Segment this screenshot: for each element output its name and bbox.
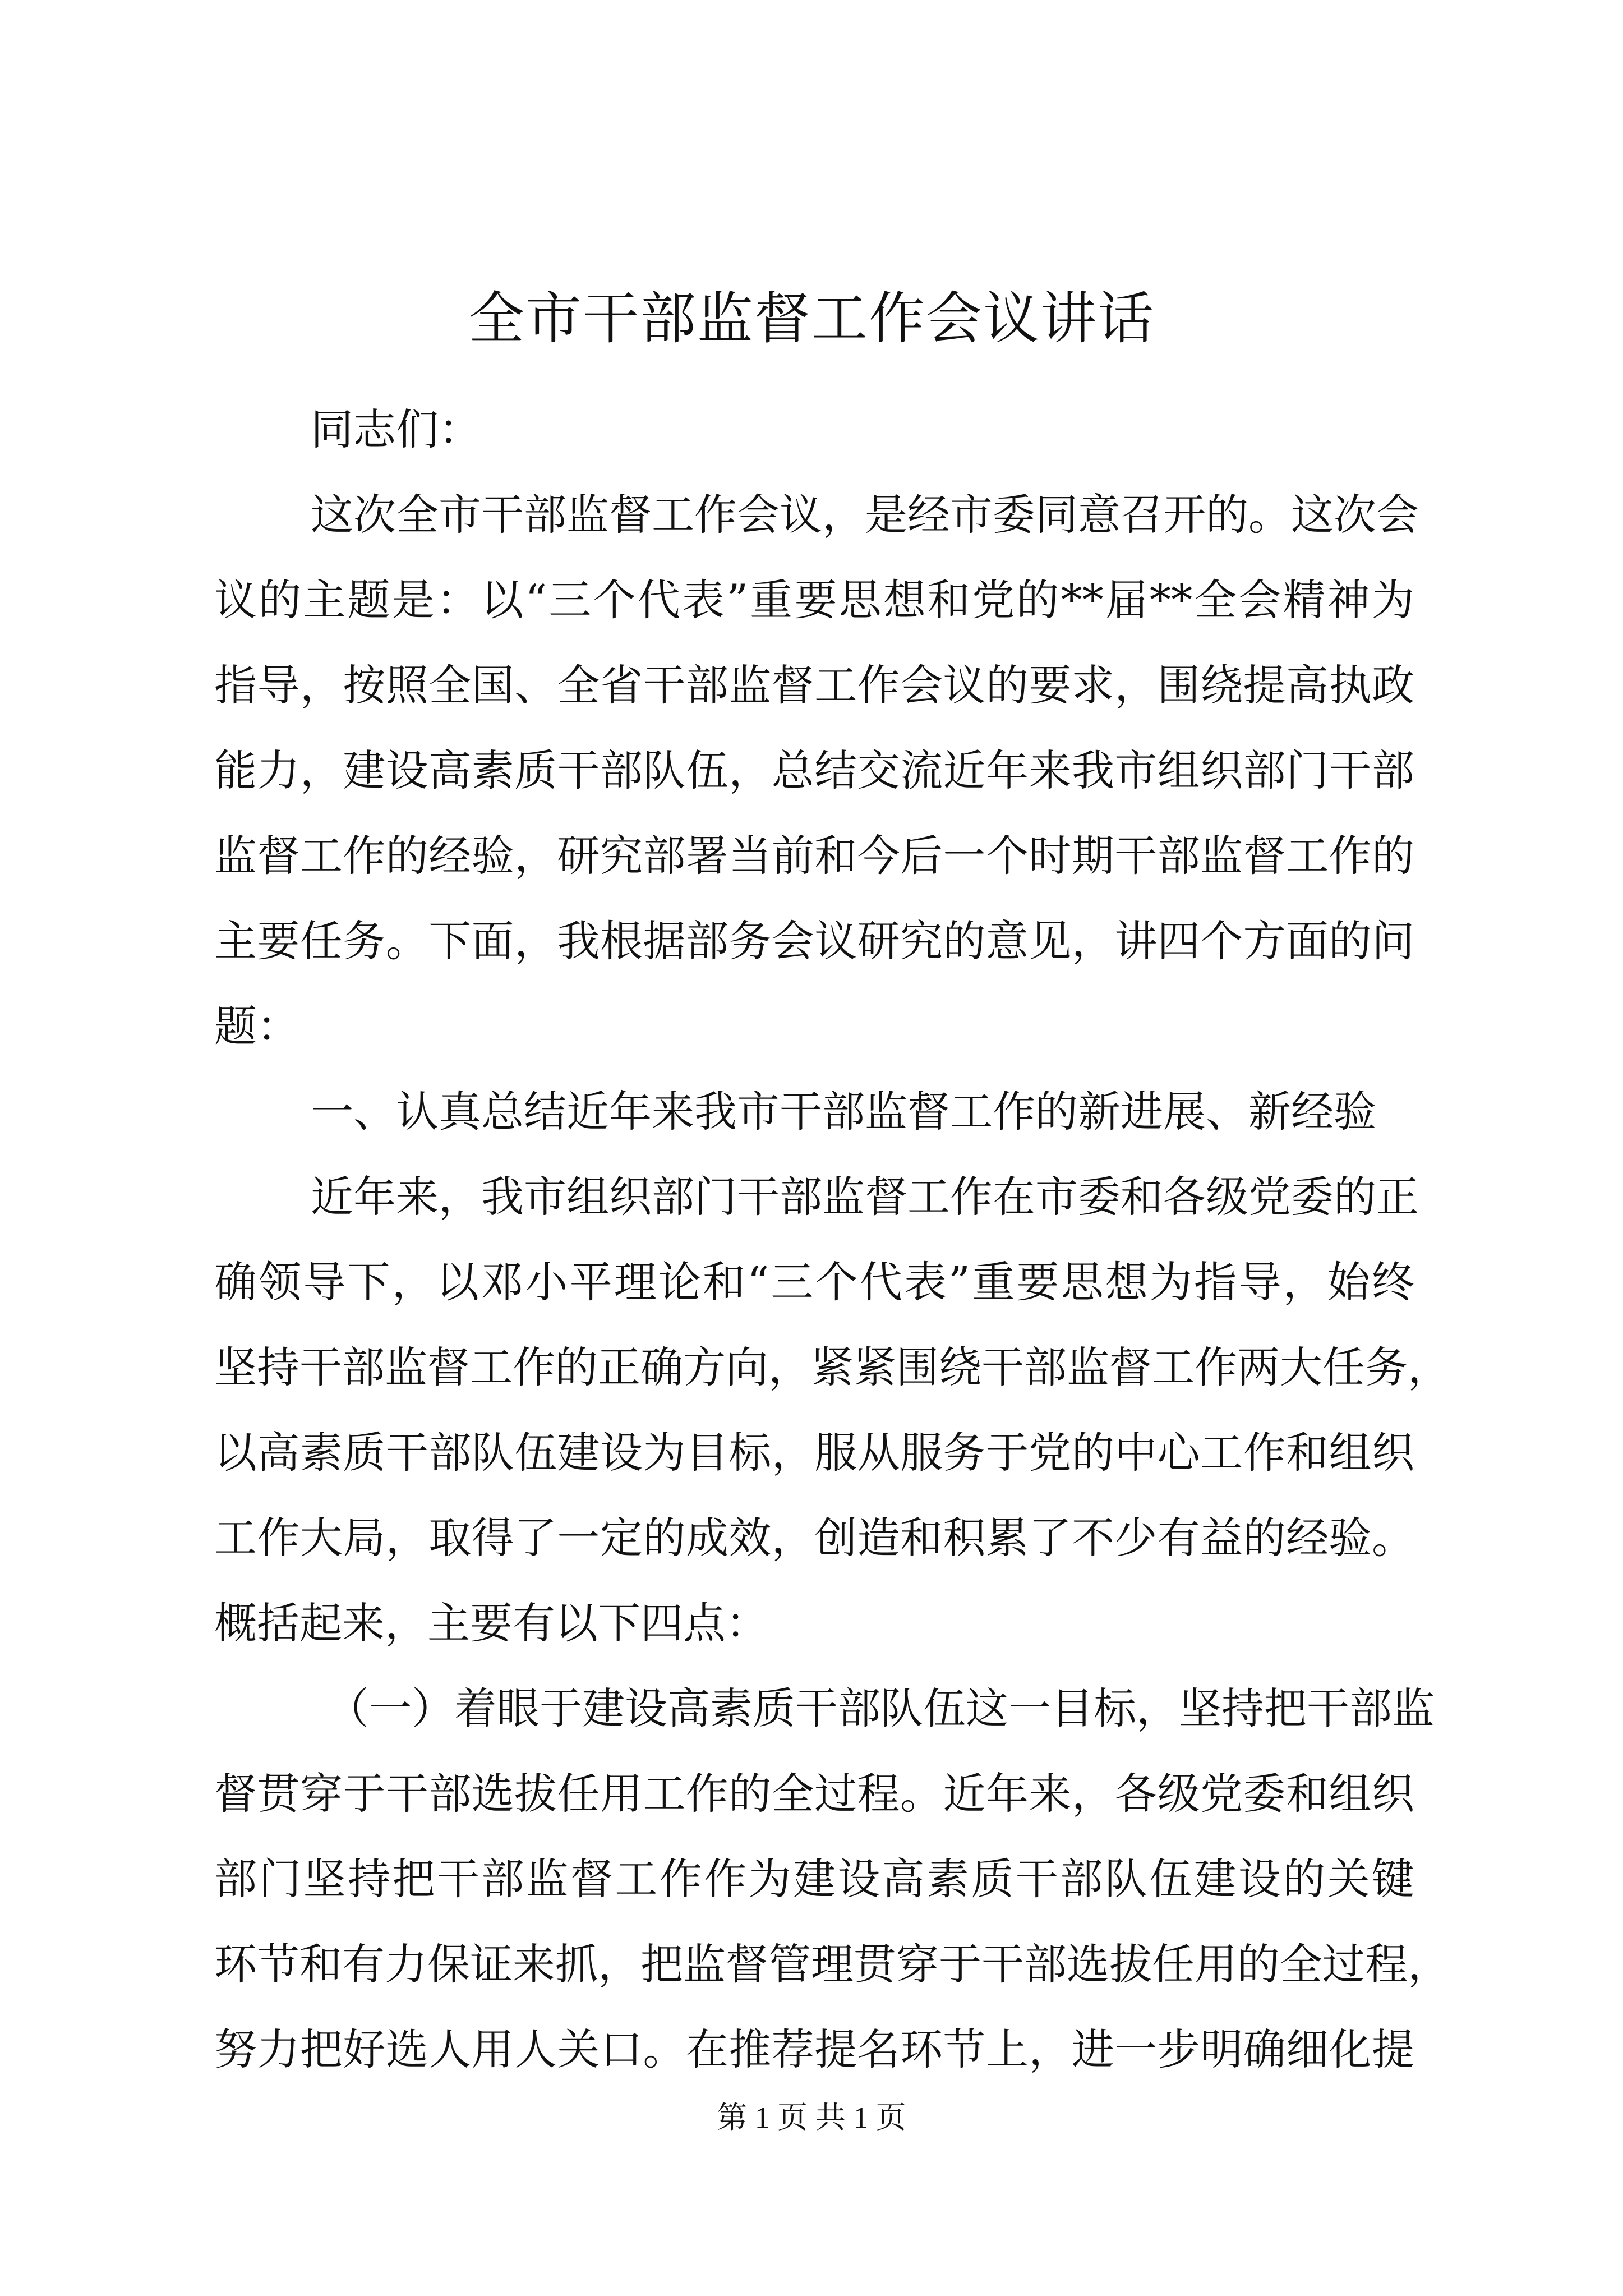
paragraph-line: 环节和有力保证来抓，把监督管理贯穿于干部选拔任用的全过程，: [214, 1939, 1450, 1989]
paragraph-line: 努力把好选人用人关口。在推荐提名环节上，进一步明确细化提: [214, 2024, 1414, 2074]
document-title: 全市干部监督工作会议讲话: [468, 286, 1155, 351]
paragraph-line: 指导，按照全国、全省干部监督工作会议的要求，围绕提高执政: [214, 660, 1414, 710]
paragraph-line: 确领导下，以邓小平理论和“三个代表”重要思想为指导，始终: [214, 1257, 1414, 1307]
salutation-line: 同志们：: [311, 404, 481, 454]
section-heading: 一、认真总结近年来我市干部监督工作的新进展、新经验: [311, 1087, 1376, 1137]
page-number-footer: 第 1 页 共 1 页: [717, 2101, 906, 2134]
paragraph-line: 这次全市干部监督工作会议，是经市委同意召开的。这次会: [311, 490, 1419, 540]
paragraph-line: 工作大局，取得了一定的成效，创造和积累了不少有益的经验。: [214, 1513, 1414, 1563]
paragraph-line: 近年来，我市组织部门干部监督工作在市委和各级党委的正: [311, 1172, 1419, 1222]
paragraph-line: 主要任务。下面，我根据部务会议研究的意见，讲四个方面的问: [214, 916, 1414, 966]
subsection-line: （一）着眼于建设高素质干部队伍这一目标，坚持把干部监: [326, 1683, 1435, 1733]
paragraph-line: 督贯穿于干部选拔任用工作的全过程。近年来，各级党委和组织: [214, 1769, 1414, 1819]
paragraph-line: 监督工作的经验，研究部署当前和今后一个时期干部监督工作的: [214, 831, 1414, 881]
document-body: [214, 387, 1450, 2092]
paragraph-line: 议的主题是：以“三个代表”重要思想和党的**届**全会精神为: [214, 575, 1414, 625]
paragraph-line: 题：: [214, 1001, 299, 1051]
paragraph-line: 概括起来，主要有以下四点：: [214, 1598, 768, 1648]
paragraph-line: 以高素质干部队伍建设为目标，服从服务于党的中心工作和组织: [214, 1428, 1414, 1478]
paragraph-line: 坚持干部监督工作的正确方向，紧紧围绕干部监督工作两大任务，: [214, 1342, 1450, 1392]
paragraph-line: 能力，建设高素质干部队伍，总结交流近年来我市组织部门干部: [214, 746, 1414, 795]
paragraph-line: 部门坚持把干部监督工作作为建设高素质干部队伍建设的关键: [214, 1854, 1414, 1904]
